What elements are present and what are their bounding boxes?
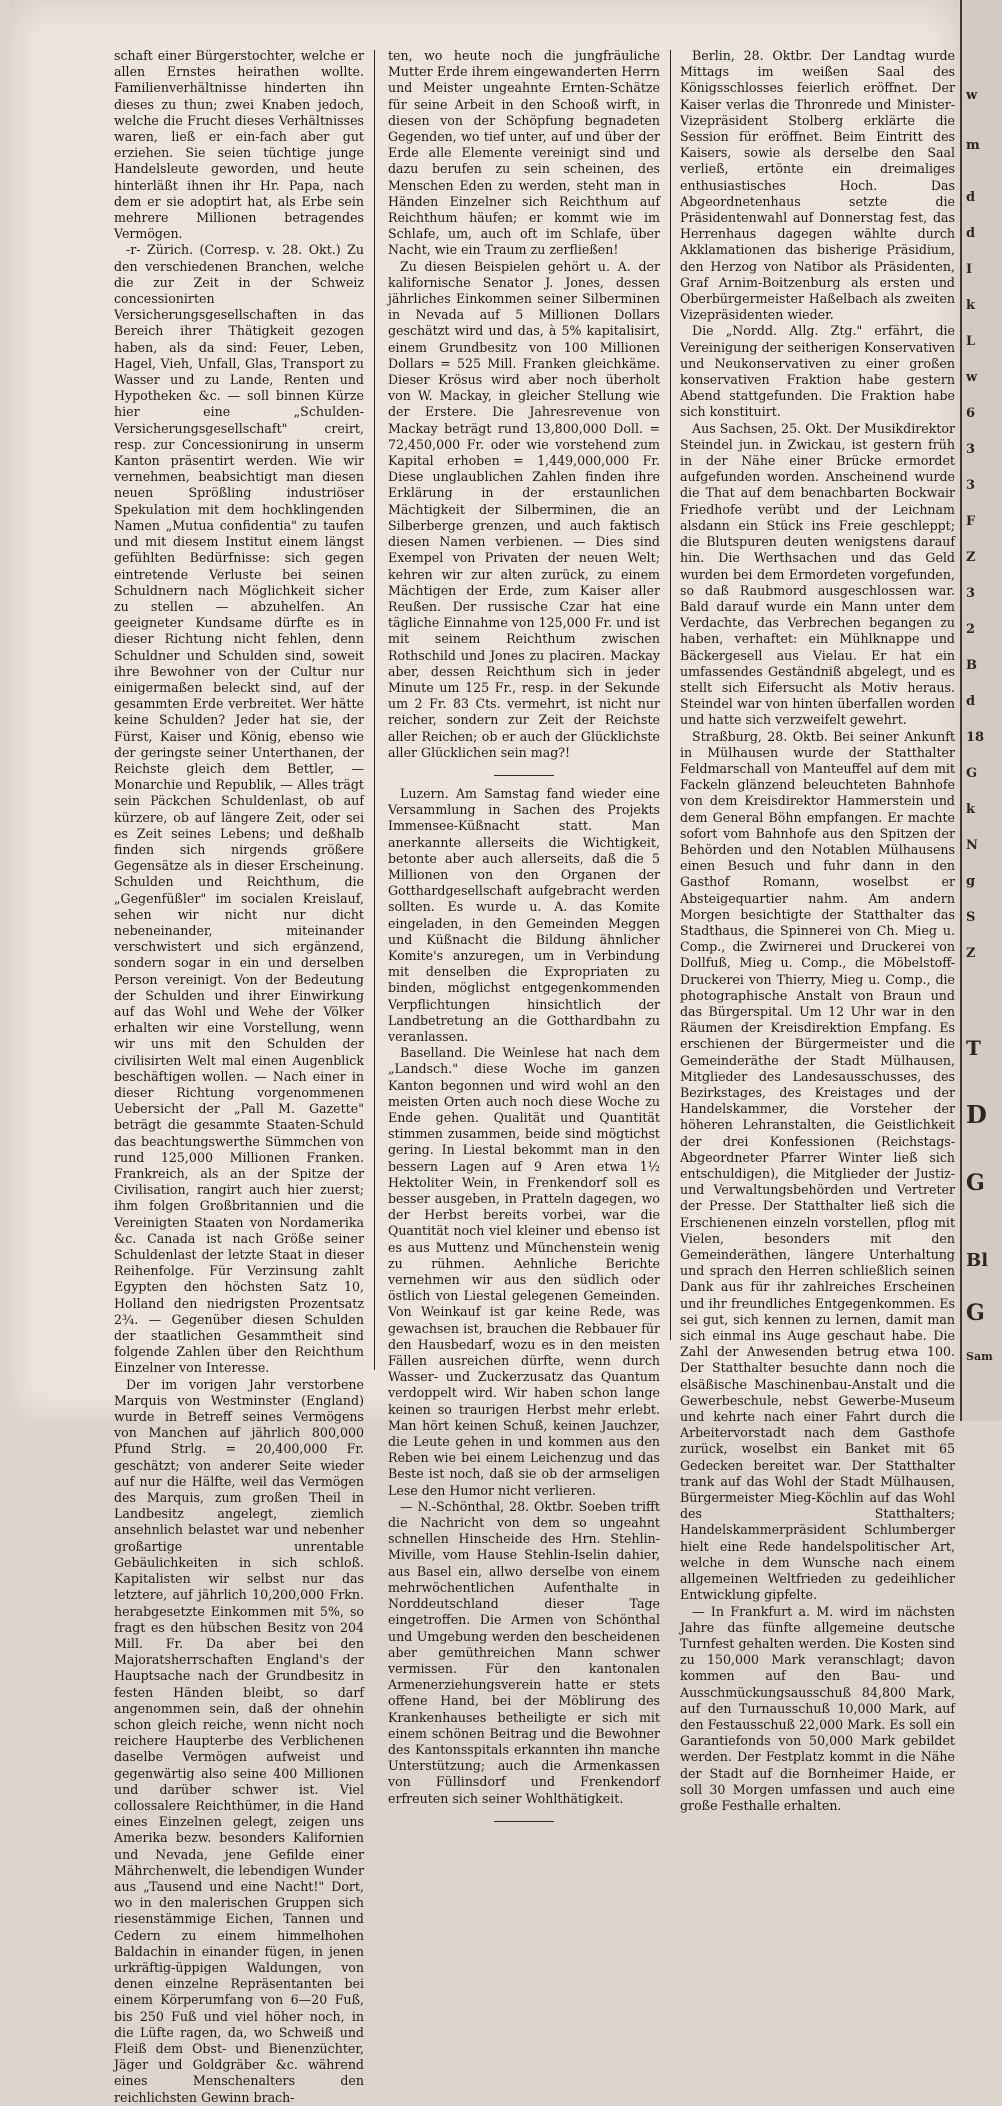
paragraph: Baselland. Die Weinlese hat nach dem „Landsch." diese Woche im ganzen Kanton begonnen und wird wohl an den meisten Orten auch noch diese Woche zu Ende gehen. Qualität und Quantität stimmen zusammen, beide sind mögtichst gering. In Liestal bekommt man in den bessern Lagen auf 9 Aren etwa 1½ Hektoliter Wein, in Frenkendorf soll es besser ausgeben, in Pratteln dagegen, wo der Herbst bereits vorbei, war die Quantität noch viel kleiner und ebenso ist es aus Muttenz und Münchenstein wenig zu rühmen. Aehnliche Berichte vernehmen wir aus den südlich oder östlich von Liestal gelegenen Gemeinden. Von Weinkauf ist gar keine Rede, was gewachsen ist, brauchen die Rebbauer für den Hausbedarf, wozu es in den meisten Fällen ausreichen dürfte, wenn durch Wasser- und Zuckerzusatz das Quantum verdoppelt wird. Wir haben schon lange keinen so traurigen Herbst mehr erlebt. Man hört keinen Schuß, keinen Jauchzer, die Leute gehen in und kommen aus den Reben wie bei einem Leichenzug und das Beste ist noch, daß sie ob der armseligen Lese den Humor nicht verlieren. [388, 1045, 660, 1498]
paragraph: Berlin, 28. Oktbr. Der Landtag wurde Mittags im weißen Saal des Königsschlosses feierlich eröffnet. Der Kaiser verlas die Thronrede und Minister-Vizepräsident Stolberg erklärte die Session für eröffnet. Beim Eintritt des Kaisers, sowie als derselbe den Saal verließ, ertönte ein dreimaliges enthusiastisches Hoch. Das Abgeordnetenhaus setzte die Präsidentenwahl auf Donnerstag fest, das Herrenhaus dagegen wählte durch Akklamationen das bisherige Präsidium, den Herzog von Natibor als Präsidenten, Graf Arnim-Boitzenburg als ersten und Oberbürgermeister Haßelbach als zweiten Vizepräsidenten wieder. [680, 48, 955, 323]
paragraph: Straßburg, 28. Oktb. Bei seiner Ankunft in Mülhausen wurde der Statthalter Feldmarschall von Manteuffel auf dem mit Fackeln glänzend beleuchteten Bahnhofe von dem Kreisdirektor Hammerstein und dem General Böhn empfangen. Er machte sofort vom Bahnhofe aus den Spitzen der Behörden und den Notablen Mülhausens einen Besuch und fuhr dann in den Gasthof Romann, woselbst er Absteigequartier nahm. Am andern Morgen besichtigte der Statthalter das Stadthaus, die Spinnerei von Ch. Mieg u. Comp., die Zwirnerei und Druckerei von Dollfuß, Mieg u. Comp., die Möbelstoff-Druckerei von Thierry, Mieg u. Comp., die photographische Anstalt von Braun und das Bürgerspital. Um 12 Uhr war in den Räumen der Kreisdirektion Empfang. Es erschienen der Bürgermeister und die Gemeinderäthe der Stadt Mülhausen, Mitglieder des Landesausschusses, des Bezirkstages, des Kreistages und der Handelskammer, die Vorsteher der höheren Lehranstalten, die Geistlichkeit der drei Konfessionen (Reichstags-Abgeordneter Pfarrer Winter ließ sich entschuldigen), die Mitglieder der Justiz- und Verwaltungsbehörden und Vertreter der Presse. Der Statthalter ließ sich die Erschienenen einzeln vorstellen, pflog mit Vielen, besonders mit den Gemeinderäthen, längere Unterhaltung und sprach den Herren schließlich seinen Dank aus für ihr zahlreiches Erscheinen und ihr freundliches Entgegenkommen. Es sei gut, sich kennen zu lernen, damit man sich einmal ins Auge geschaut habe. Die Zahl der Anwesenden betrug etwa 100. Der Statthalter besuchte dann noch die elsäßische Maschinenbau-Anstalt und die Gewerbeschule, nebst Gewerbe-Museum und kehrte nach einer Fahrt durch die Arbeitervorstadt nach dem Gasthofe zurück, woselbst ein Banket mit 65 Gedecken bereitet war. Der Statthalter trank auf das Wohl der Stadt Mülhausen, Bürgermeister Mieg-Köchlin auf das Wohl des Statthalters; Handelskammerpräsident Schlumberger hielt eine Rede handelspolitischer Art, welche in dem Wunsche nach einem allgemeinen Weltfrieden zu gedeihlicher Entwicklung gipfelte. [680, 728, 955, 1603]
newspaper-page [10, 0, 958, 2105]
fragment: w [966, 370, 978, 385]
fragment: g [966, 874, 976, 889]
fragment: 6 [966, 406, 976, 421]
fragment: 3 [966, 442, 976, 457]
column-divider [374, 50, 375, 1370]
fragment: k [966, 298, 976, 313]
fragment: m [966, 138, 980, 153]
fragment: 18 [966, 730, 985, 745]
paragraph: schaft einer Bürgerstochter, welche er allen Ernstes heirathen wollte. Familienverhältnisse hinderten ihn dieses zu thun; zwei Knaben jedoch, welche die Frucht dieses Verhältnisses waren, ließ er ein-fach aber gut erziehen. Sie seien tüchtige junge Handelsleute geworden, und heute hinterläßt ihnen ihr Hr. Papa, nach dem er sie adoptirt hat, als Erbe sein mehrere Millionen betragendes Vermögen. [114, 48, 364, 242]
paragraph: Die „Nordd. Allg. Ztg." erfährt, die Vereinigung der seitherigen Konservativen und Neukonservativen zu einer großen konservativen Fraktion habe gestern Abend stattgefunden. Die Fraktion habe sich konstituirt. [680, 323, 955, 420]
fragment: I [966, 262, 973, 277]
fragment: S [966, 910, 976, 925]
paragraph: Zu diesen Beispielen gehört u. A. der kalifornische Senator J. Jones, dessen jährliches Einkommen seiner Silberminen in Nevada auf 5 Millionen Dollars geschätzt wird und das, à 5% kapitalisirt, einem Grundbesitz von 100 Millionen Dollars = 525 Mill. Franken gleichkäme. Dieser Krösus wird aber noch überholt von W. Mackay, in gleicher Stellung wie der Erstere. Die Jahresrevenue von Mackay beträgt rund 13,800,000 Doll. = 72,450,000 Fr. oder wie vorstehend zum Kapital erhoben = 1,449,000,000 Fr. Diese unglaublichen Zahlen finden ihre Erklärung in der erstaunlichen Mächtigkeit der Silberminen, die an Silberberge grenzen, und auch faktisch diesen Namen verbienen. — Dies sind Exempel von Privaten der neuen Welt; kehren wir zur alten zurück, zu einem Mächtigen der Erde, zum Kaiser aller Reußen. Der russische Czar hat eine tägliche Einnahme von 125,000 Fr. und ist mit seinem Reichthum zwischen Rothschild und Jones zu placiren. Mackay aber, dessen Reichthum sich in jeder Minute um 125 Fr., resp. in der Sekunde um 2 Fr. 83 Cts. vermehrt, ist nicht nur reicher, sondern zur Zeit der Reichste aller Reichen; ob er auch der Glücklichste aller Glücklichen sein mag?! [388, 258, 660, 760]
fragment: d [966, 694, 976, 709]
fragment: 2 [966, 622, 976, 637]
column-divider [670, 50, 671, 1340]
fragment: G [966, 766, 978, 781]
fragment: G [966, 1170, 985, 1196]
column-1 [114, 48, 364, 2105]
fragment: k [966, 802, 976, 817]
fragment: 3 [966, 586, 976, 601]
fragment: G [966, 1300, 985, 1326]
paragraph: Der im vorigen Jahr verstorbene Marquis von Westminster (England) wurde in Betreff seines Vermögens von Manchen auf jährlich 800,000 Pfund Strlg. = 20,400,000 Fr. geschätzt; von anderer Seite wieder auf nur die Hälfte, weil das Vermögen des Marquis, zum großen Theil in Landbesitz angelegt, ziemlich ansehnlich belastet war und nebenher großartige unrentable Gebäulichkeiten in sich schloß. Kapitalisten wir selbst nur das letztere, auf jährlich 10,200,000 Frkn. herabgesetzte Einkommen mit 5%, so fragt es den hübschen Besitz von 204 Mill. Fr. Da aber bei den Majoratsherrschaften England's der Hauptsache nach der Grundbesitz in festen Händen bleibt, so darf angenommen sein, daß der ohnehin schon gleich reiche, wenn nicht noch reichere Haupterbe des Verblichenen daselbe Vermögen aufweist und gegenwärtig also seine 400 Millionen und darüber schwer ist. Viel collossalere Reichthümer, in die Hand eines Einzelnen gelegt, zeigen uns Amerika bezw. besonders Kalifornien und Nevada, jene Gefilde einer Mährchenwelt, die lebendigen Wunder aus „Tausend und eine Nacht!" Dort, wo in den malerischen Gruppen sich riesenstämmige Eichen, Tannen und Cedern zu einem himmelhohen Baldachin in einander fügen, in jenen urkräftig-üppigen Waldungen, von denen einzelne Repräsentanten bei einem Körperumfang von 6—20 Fuß, bis 250 Fuß und viel höher noch, in die Lüfte ragen, da, wo Schweiß und Fleiß dem Obst- und Bienenzüchter, Jäger und Goldgräber &c. während eines Menschenalters den reichlichsten Gewinn brach- [114, 1376, 364, 2105]
paragraph: Luzern. Am Samstag fand wieder eine Versammlung in Sachen des Projekts Immensee-Küßnacht statt. Man anerkannte allerseits die Wichtigkeit, betonte aber auch allerseits, daß die 5 Millionen von den Organen der Gotthardgesellschaft aufgebracht werden sollten. Es wurde u. A. das Komite eingeladen, in den Gemeinden Meggen und Küßnacht die Bildung ähnlicher Komite's anzuregen, um in Verbindung mit denselben die Expropriaten zu binden, möglichst entgegenkommenden Verpflichtungen hinsichtlich der Landbetretung an die Gotthardbahn zu veranlassen. [388, 785, 660, 1044]
fragment: B [966, 658, 977, 673]
fragment: F [966, 514, 976, 529]
fragment: D [966, 1100, 987, 1129]
paragraph: -r- Zürich. (Corresp. v. 28. Okt.) Zu den verschiedenen Branchen, welche die zur Zeit in der Schweiz concessionirten Versicherungsgesellschaften in das Bereich ihrer Thätigkeit gezogen haben, als da sind: Feuer, Leben, Hagel, Vieh, Unfall, Glas, Transport zu Wasser und zu Lande, Renten und Hypotheken &c. — soll binnen Kürze hier eine „Schulden-Versicherungsgesellschaft" creirt, resp. zur Concessionirung in unserm Kanton präsentirt werden. Wie wir vernehmen, beabsichtigt man diesen neuen Sprößling industriöser Spekulation mit dem hochklingenden Namen „Mutua confidentia" zu taufen und mit diesem Institut einem längst gefühlten Bedürfnisse: sich gegen eintretende Verluste bei seinen Schuldnern nach Möglichkeit sicher zu stellen — abzuhelfen. An geeigneter Kundsame dürfte es in dieser Richtung nicht fehlen, denn Schuldner und Schulden sind, soweit ihre Bewohner von der Cultur nur einigermaßen beleckt sind, auf der gesammten Erde verbreitet. Wer hätte keine Schulden? Jeder hat sie, der Fürst, Kaiser und König, ebenso wie der geringste seiner Unterthanen, der Reichste gleich dem Bettler, — Monarchie und Republik, — Alles trägt sein Päckchen Schuldenlast, ob auf kürzere, ob auf längere Zeit, oder sei es Zeit seines Lebens; und deßhalb finden sich nirgends größere Gegensätze als in dieser Erscheinung. Schulden und Reichthum, die „Gegenfüßler" im socialen Kreislauf, sehen wir nicht nur dicht nebeneinander, miteinander verschwistert und sich ergänzend, sondern sogar in ein und derselben Person vereinigt. Von der Bedeutung der Schulden und ihrer Einwirkung auf das Wohl und Wehe der Völker erhalten wir eine Vorstellung, wenn wir uns mit den Schulden der civilisirten Welt mal einen Augenblick beschäftigen wollen. — Nach einer in dieser Richtung vorgenommenen Uebersicht der „Pall M. Gazette" beträgt die gesammte Staaten-Schuld das beachtungswerthe Sümmchen von rund 125,000 Millionen Franken. Frankreich, als an der Spitze der Civilisation, rangirt auch hier zuerst; ihm folgen Großbritannien und die Vereinigten Staaten von Nordamerika &c. Canada ist nach Größe seiner Schuldenlast der letzte Staat in dieser Reihenfolge. Für Verzinsung zahlt Egypten den höchsten Satz 10, Holland den niedrigsten Prozentsatz 2¾. — Gegenüber diesen Schulden der staatlichen Gesammtheit sind folgende Zahlen über den Reichthum Einzelner von Interesse. [114, 242, 364, 1376]
paragraph: — N.-Schönthal, 28. Oktbr. Soeben trifft die Nachricht von dem so ungeahnt schnellen Hinscheide des Hrn. Stehlin-Miville, vom Hause Stehlin-Iselin dahier, aus Basel ein, allwo derselbe von einem mehrwöchentlichen Aufenthalte in Norddeutschland dieser Tage eingetroffen. Die Armen von Schönthal und Umgebung werden den bescheidenen aber gemüthreichen Mann schwer vermissen. Für den kantonalen Armenerziehungsverein hatte er stets offene Hand, bei der Möblirung des Krankenhauses betheiligte er sich mit einem schönen Beitrag und die Bewohner des Kantonsspitals erkannten ihn manche Unterstützung; auch die Armenkassen von Füllinsdorf und Frenkendorf erfreuten sich seiner Wohlthätigkeit. [388, 1498, 660, 1806]
column-3 [680, 48, 955, 1813]
section-rule [494, 775, 554, 776]
paragraph: ten, wo heute noch die jungfräuliche Mutter Erde ihrem eingewanderten Herrn und Meister ungeahnte Ernten-Schätze für seine Arbeit in den Schooß wirft, in diesen von der Schöpfung begnadeten Gegenden, wo tief unter, auf und über der Erde alle Elemente vereinigt sind und dazu berufen zu sein scheinen, des Menschen Eden zu werden, steht man in Händen Einzelner sich Reichthum auf Reichthum häufen; er kommt wie im Schlafe, um, auch oft im Schlafe, über Nacht, wie ein Traum zu zerfließen! [388, 48, 660, 258]
fragment: Z [966, 946, 976, 961]
fragment: Z [966, 550, 976, 565]
fragment: N [966, 838, 978, 853]
column-2 [388, 48, 660, 1806]
fragment: d [966, 226, 976, 241]
fragment: w [966, 88, 978, 103]
fragment: Bl [966, 1250, 989, 1271]
fragment: L [966, 334, 976, 349]
fragment: 3 [966, 478, 976, 493]
paragraph: — In Frankfurt a. M. wird im nächsten Jahre das fünfte allgemeine deutsche Turnfest gehalten werden. Die Kosten sind zu 150,000 Mark veranschlagt; davon kommen auf den Bau- und Ausschmückungsausschuß 84,800 Mark, auf den Turnausschuß 10,000 Mark, auf den Festausschuß 22,000 Mark. Es soll ein Garantiefonds von 50,000 Mark gebildet werden. Der Festplatz kommt in die Nähe der Stadt auf die Bornheimer Haide, er soll 30 Morgen umfassen und auch eine große Festhalle erhalten. [680, 1603, 955, 1813]
fragment: d [966, 190, 976, 205]
section-rule [494, 1821, 554, 1822]
paragraph: Aus Sachsen, 25. Okt. Der Musikdirektor Steindel jun. in Zwickau, ist gestern früh in der Nähe einer Brücke ermordet aufgefunden worden. Anscheinend wurde die That auf dem benachbarten Bockwair Friedhofe verübt und der Leichnam alsdann ein Stück ins Freie geschleppt; die Blutspuren deuten wenigstens darauf hin. Die Werthsachen und das Geld wurden bei dem Ermordeten vorgefunden, so daß Raubmord ausgeschlossen war. Bald darauf wurde ein Mann unter dem Verdachte, das Verbrechen begangen zu haben, verhaftet: ein Mühlknappe und Bäckergesell aus Vielau. Er hat ein umfassendes Geständniß abgelegt, und es stellt sich Eifersucht als Motiv heraus. Steindel war von hinten überfallen worden und hatte sich verzweifelt gewehrt. [680, 420, 955, 728]
adjacent-page-edge [960, 0, 1002, 1421]
fragment: T [966, 1036, 981, 1060]
fragment: Sam [966, 1350, 993, 1363]
